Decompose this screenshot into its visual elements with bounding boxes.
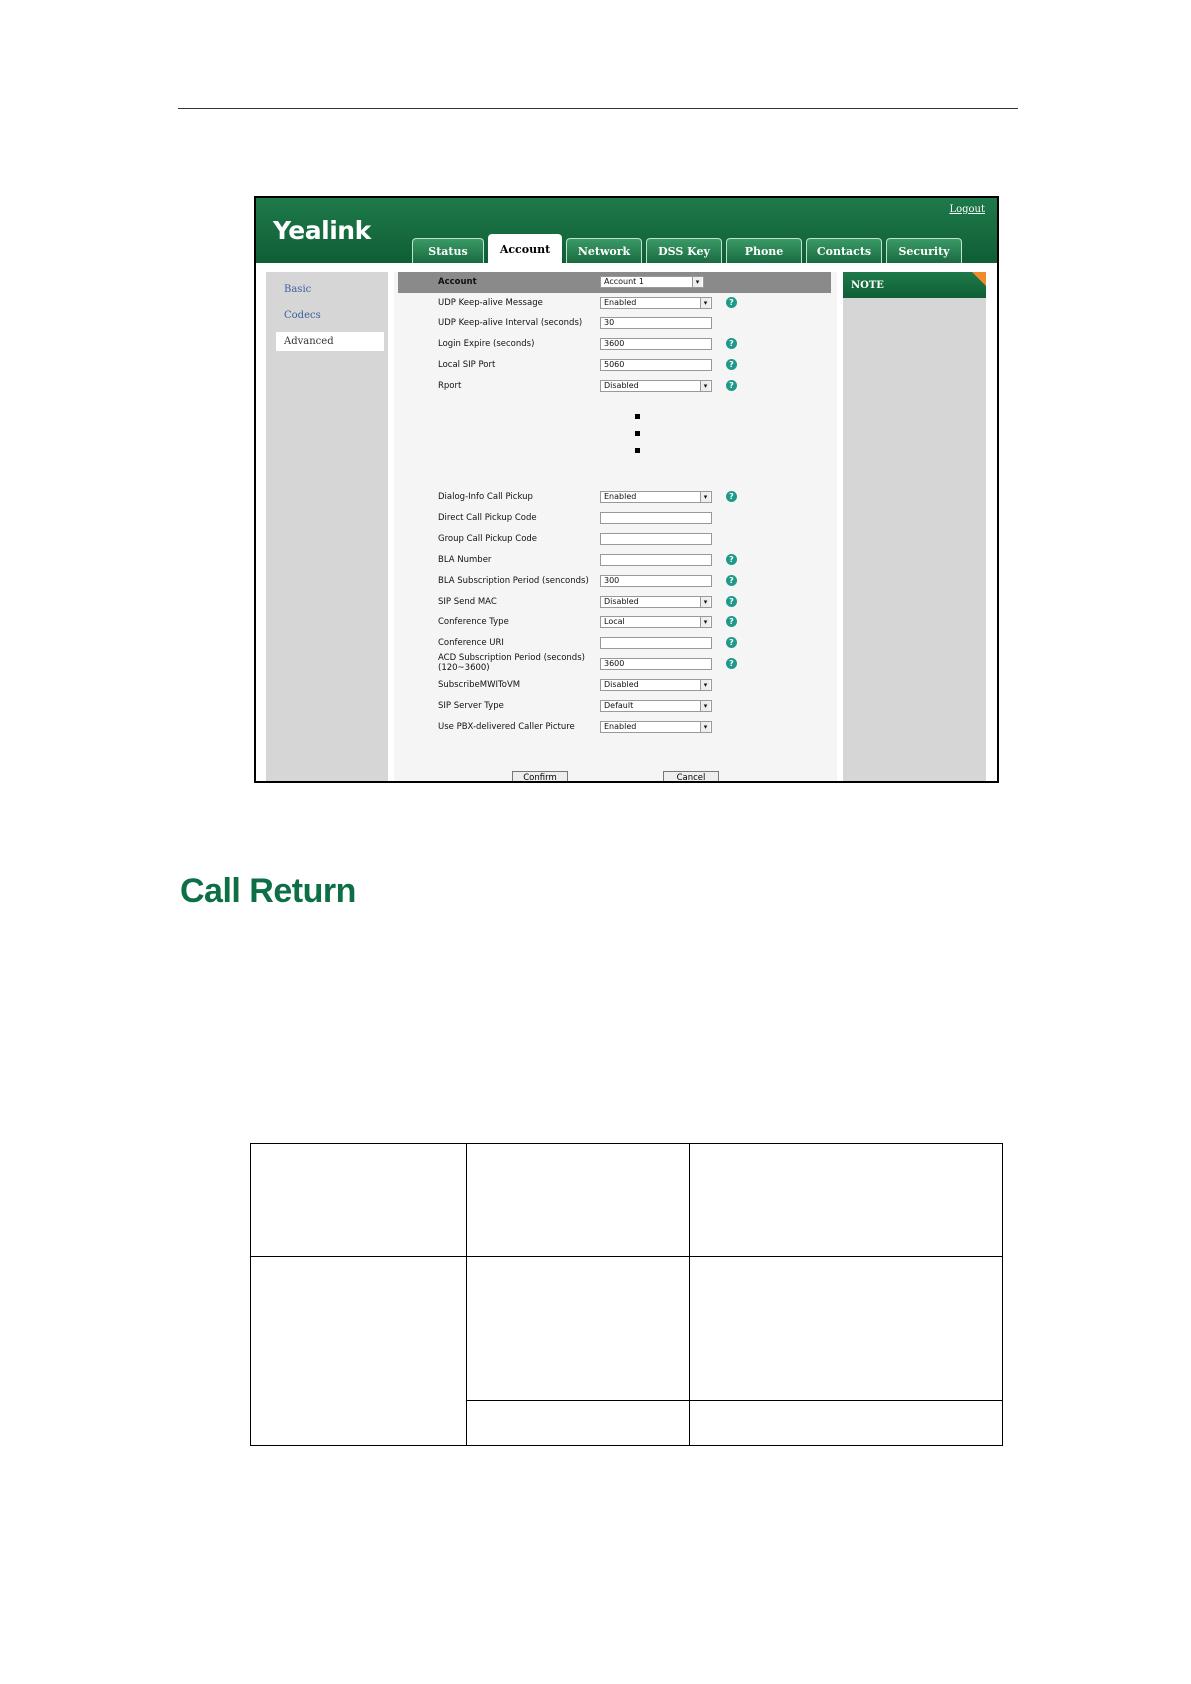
table-rule [466,1400,1003,1401]
section-heading: Call Return [180,872,356,910]
subscribe-mwi-select[interactable]: Disabled ▾ [600,679,712,691]
left-nav [266,272,388,781]
nav-codecs[interactable]: Codecs [284,310,321,321]
help-icon[interactable]: ? [726,297,737,308]
help-icon[interactable]: ? [726,616,737,627]
table-rule [250,1143,1003,1144]
local-sip-port-input[interactable]: 5060 [600,359,712,371]
label-dialog-info: Dialog-Info Call Pickup [438,492,533,502]
table-rule [1002,1143,1003,1446]
label-group-pickup: Group Call Pickup Code [438,534,538,544]
tab-account[interactable]: Account [488,234,562,263]
help-icon[interactable]: ? [726,491,737,502]
table-rule [689,1143,690,1446]
header-bar [256,198,997,263]
udp-interval-input[interactable]: 30 [600,317,712,329]
conference-uri-input[interactable] [600,637,712,649]
bla-period-input[interactable]: 300 [600,575,712,587]
label-acd-range: (120~3600) [438,663,490,673]
web-ui-screenshot [254,196,999,783]
label-conference-uri: Conference URI [438,638,504,648]
conference-type-select[interactable]: Local ▾ [600,616,712,628]
help-icon[interactable]: ? [726,575,737,586]
tab-network[interactable]: Network [566,238,642,263]
direct-pickup-input[interactable] [600,512,712,524]
label-acd-period: ACD Subscription Period (seconds) [438,653,585,663]
acd-period-input[interactable]: 3600 [600,658,712,670]
label-udp-interval: UDP Keep-alive Interval (seconds) [438,318,583,328]
label-sip-send-mac: SIP Send MAC [438,597,497,607]
nav-advanced[interactable]: Advanced [276,332,384,351]
label-bla-period: BLA Subscription Period (senconds) [438,576,589,586]
yealink-logo: Yealink [273,216,371,245]
help-icon[interactable]: ? [726,637,737,648]
tab-dss-key[interactable]: DSS Key [646,238,722,263]
ellipsis-dot [635,414,640,419]
label-direct-pickup: Direct Call Pickup Code [438,513,537,523]
help-icon[interactable]: ? [726,338,737,349]
table-rule [250,1445,1003,1446]
help-icon[interactable]: ? [726,658,737,669]
logout-link[interactable]: Logout [949,204,985,215]
label-sip-server-type: SIP Server Type [438,701,504,711]
help-icon[interactable]: ? [726,359,737,370]
group-pickup-input[interactable] [600,533,712,545]
label-rport: Rport [438,381,462,391]
parameter-table [250,1143,1003,1446]
label-local-sip-port: Local SIP Port [438,360,496,370]
label-bla-number: BLA Number [438,555,492,565]
note-header: NOTE [843,272,986,298]
label-subscribe-mwi: SubscribeMWIToVM [438,680,521,690]
tab-contacts[interactable]: Contacts [806,238,882,263]
help-icon[interactable]: ? [726,380,737,391]
table-rule [466,1143,467,1446]
sip-server-type-select[interactable]: Default ▾ [600,700,712,712]
label-conference-type: Conference Type [438,617,509,627]
tab-status[interactable]: Status [412,238,484,263]
help-icon[interactable]: ? [726,554,737,565]
label-pbx-caller-picture: Use PBX-delivered Caller Picture [438,722,575,732]
bla-number-input[interactable] [600,554,712,566]
settings-panel [394,272,837,781]
cancel-button[interactable]: Cancel [663,771,719,783]
help-icon[interactable]: ? [726,596,737,607]
tab-security[interactable]: Security [886,238,962,263]
table-rule [250,1256,1003,1257]
note-corner-icon [972,272,986,286]
dialog-info-select[interactable]: Enabled ▾ [600,491,712,503]
account-select[interactable]: Account 1 ▾ [600,276,704,288]
nav-basic[interactable]: Basic [284,284,312,295]
table-rule [250,1143,251,1446]
ellipsis-dot [635,448,640,453]
tab-phone[interactable]: Phone [726,238,802,263]
udp-keepalive-select[interactable]: Enabled ▾ [600,297,712,309]
sip-send-mac-select[interactable]: Disabled ▾ [600,596,712,608]
label-login-expire: Login Expire (seconds) [438,339,535,349]
label-account: Account [438,277,477,287]
login-expire-input[interactable]: 3600 [600,338,712,350]
ellipsis-dot [635,431,640,436]
confirm-button[interactable]: Confirm [512,771,568,783]
page-top-rule [178,108,1018,109]
note-panel [843,272,986,781]
label-udp-keepalive: UDP Keep-alive Message [438,298,543,308]
rport-select[interactable]: Disabled ▾ [600,380,712,392]
pbx-caller-picture-select[interactable]: Enabled ▾ [600,721,712,733]
